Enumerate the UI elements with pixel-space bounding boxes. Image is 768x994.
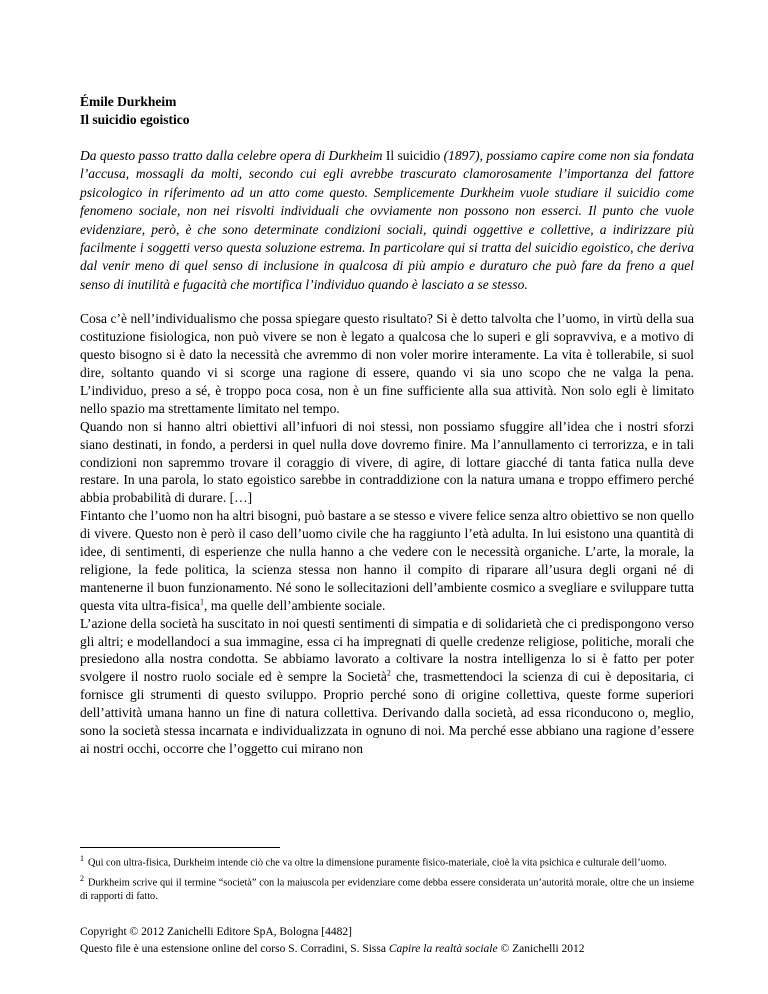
copyright-line: Copyright © 2012 Zanichelli Editore SpA, Bologna [4482] — [80, 926, 352, 938]
paragraph-4-text-b: che, trasmettendoci la scienza di cui è depositaria, ci fornisce gli strumenti di questo sviluppo. Proprio perché sono di origine collettiva, queste forme superiori dell’attività umana hanno un fine di natura collettiva. Derivando dalla società, ad essa riconducono o, meglio, sono la società stessa incarnata e individualizzata in ognuno di noi. Ma perché esse abbiano una ragione d’essere ai nostri occhi, occorre che l’oggetto cui mirano non — [80, 669, 694, 756]
footnotes — [80, 852, 694, 905]
footnote-ref-2[interactable]: 2 — [386, 668, 391, 678]
footnote-2-number: 2 — [80, 873, 84, 883]
footnote-1 — [80, 852, 694, 870]
intro-book-title: Il suicidio — [385, 148, 441, 163]
paragraph-4-text-a: L’azione della società ha suscitato in noi questi sentimenti di simpatia e di solidarietà che ci predispongono verso gli altri; e modellandoci a sua immagine, essa ci ha impregnati di quelle credenze religiose, politiche, morali che presiedono alla nostra condotta. Se abbiamo lavorato a coltivare la nostra intelligenza lo si è fatto per poter svolgere il nostro ruolo sociale ed è sempre la Società — [80, 615, 694, 685]
footnote-1-number: 1 — [80, 854, 84, 863]
extension-prefix: Questo file è una estensione online del corso S. Corradini, S. Sissa — [80, 942, 389, 955]
paragraph-3-text-a: Fintanto che l’uomo non ha altri bisogni, può bastare a se stesso e vivere felice senza altro obiettivo se non quello di vivere. Questo non è però il caso dell’uomo civile che ha raggiunto l’età adulta. In lui esistono una quantità di idee, di sentimenti, di esperienze che nulla hanno a che vedere con le necessità organiche. L’arte, la morale, la religione, la fede politica, la scienza stessa non hanno il compito di riparare all’usura degli organi né di mantenerne il buon funzionamento. Né sono le sollecitazioni dell’ambiente cosmico a svegliare e sviluppare tutta questa vita ultra-fisica — [80, 508, 694, 613]
intro-paragraph — [80, 147, 694, 294]
paragraph-3-text-b: , ma quelle dell’ambiente sociale. — [203, 597, 386, 613]
extension-suffix: © Zanichelli 2012 — [497, 942, 585, 955]
document-page — [80, 93, 694, 758]
paragraph-1: Cosa c’è nell’individualismo che possa spiegare questo risultato? Si è detto talvolta che l’uomo, in virtù della sua costituzione fisiologica, non può vivere se non è legato a qualcosa che lo superi e gli sopravviva, e a motivo di questo bisogno si è dato la necessità che avremmo di non voler morire interamente. La vita è tollerabile, si suol dire, soltanto quando vi si scorge una ragione di essere, quando vi sia uno scopo che ne valga la pena. L’individuo, preso a sé, è troppo poca cosa, non è un fine sufficiente alla sua attività. Non solo egli è limitato nello spazio ma strettamente limitato nel tempo. — [80, 311, 694, 416]
paragraph-4 — [80, 615, 694, 758]
footnote-ref-1[interactable]: 1 — [199, 597, 204, 607]
extension-line — [80, 941, 694, 958]
footnote-2 — [80, 872, 694, 903]
footnote-divider — [80, 847, 280, 848]
document-title: Il suicidio egoistico — [80, 112, 190, 127]
main-text — [80, 310, 694, 758]
page-footer — [80, 924, 694, 957]
intro-text-2: (1897), possiamo capire come non sia fondata l’accusa, mossagli da molti, secondo cui egli avrebbe trascurato clamorosamente l’importanza del fattore psicologico in riferimento ad un atto come questo. Semplicemente Durkheim vuole studiare il suicidio come fenomeno sociale, non nei risvolti individuali che ovviamente non possono non esserci. Il punto che vuole evidenziare, però, è che sono determinate condizioni sociali, quindi oggettive e collettive, a indirizzare più facilmente i soggetti verso questa soluzione estrema. In particolare qui si tratta del suicidio egoistico, che deriva dal venir meno di quel senso di inclusione in qualcosa di più ampio e duraturo che può fare da freno a quel senso di inutilità e fugacità che mortifica l’individuo quando è lasciato a se stesso. — [80, 148, 694, 292]
author-name: Émile Durkheim — [80, 94, 177, 109]
paragraph-2: Quando non si hanno altri obiettivi all’infuori di noi stessi, non possiamo sfuggire all’idea che i nostri sforzi siano destinati, in fondo, a perdersi in quel nulla dove dovremo finire. Ma l’annullamento ci terrorizza, e in tali condizioni non sapremmo trovare il coraggio di vivere, di agire, di lottare giacché di tanta fatica nulla deve restare. In una parola, lo stato egoistico sarebbe in contraddizione con la natura umana e troppo effimero perché abbia probabilità di durare. […] — [80, 418, 694, 506]
course-title: Capire la realtà sociale — [388, 942, 498, 955]
intro-text-1: Da questo passo tratto dalla celebre opera di Durkheim — [80, 148, 386, 163]
footnote-2-text: Durkheim scrive qui il termine “società” con la maiuscola per evidenziare come debba essere considerata un’autorità morale, oltre che un insieme di rapporti di fatto. — [80, 877, 694, 902]
footnote-1-text: Qui con ultra-fisica, Durkheim intende ciò che va oltre la dimensione puramente fisico-materiale, cioè la vita psichica e culturale dell’uomo. — [88, 857, 667, 869]
paragraph-3 — [80, 507, 694, 614]
